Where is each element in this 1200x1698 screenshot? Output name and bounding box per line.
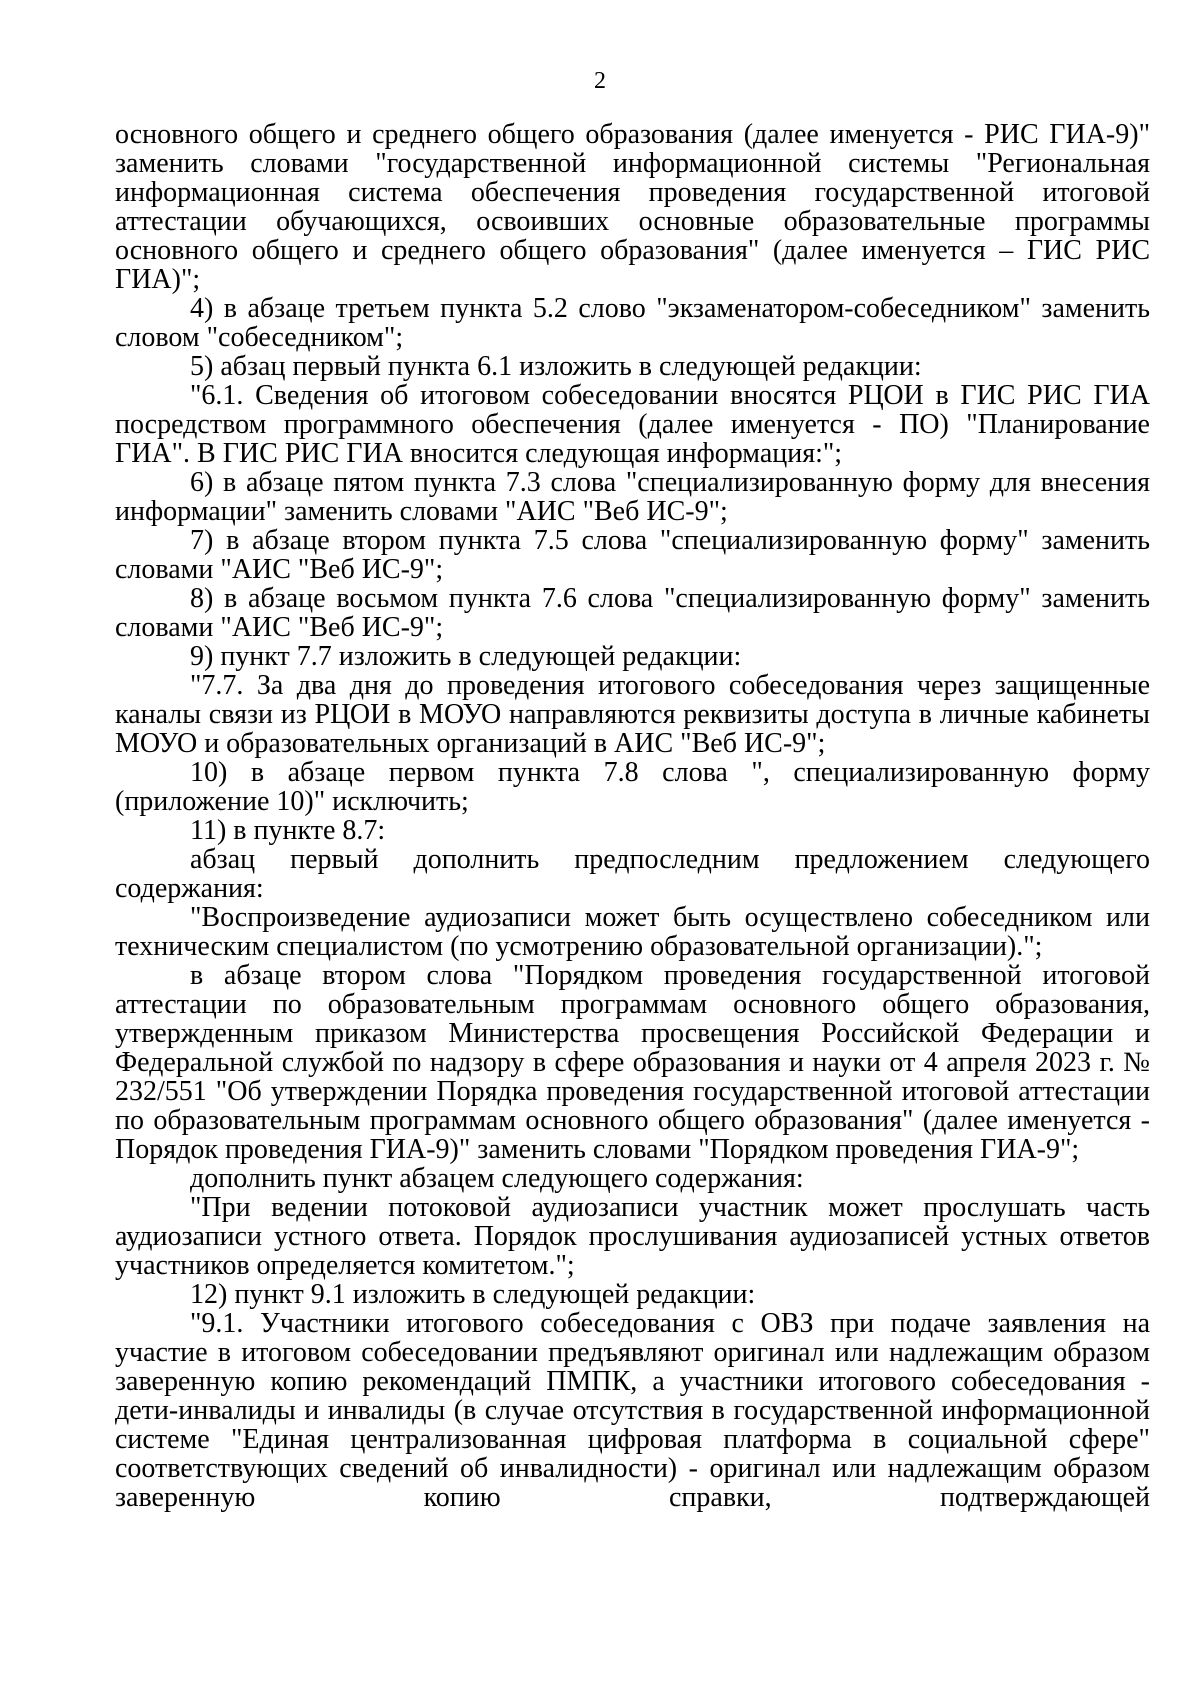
document-body	[115, 120, 1150, 1512]
page-number: 2	[594, 68, 606, 94]
paragraph-item-6: 6) в абзаце пятом пункта 7.3 слова "специализированную форму для внесения информации" заменить словами "АИС "Веб ИС-9";	[115, 467, 1150, 527]
paragraph-item-8: 8) в абзаце восьмом пункта 7.6 слова "специализированную форму" заменить словами "АИС "Веб ИС-9";	[115, 583, 1150, 643]
paragraph-item-11-add: дополнить пункт абзацем следующего содержания:	[190, 1163, 804, 1194]
paragraph-item-4: 4) в абзаце третьем пункта 5.2 слово "экзаменатором-собеседником" заменить словом "собеседником";	[115, 293, 1150, 353]
paragraph-quote-9-1: "9.1. Участники итогового собеседования с ОВЗ при подаче заявления на участие в итоговом собеседовании предъявляют оригинал или надлежащим образом заверенную копию рекомендаций ПМПК, а участники итогового собеседования - дети-инвалиды и инвалиды (в случае отсутствия в государственной информационной системе "Единая централизованная цифровая платформа в социальной сфере" соответствующих сведений об инвалидности) - оригинал или надлежащим образом заверенную копию справки, подтверждающей	[115, 1308, 1150, 1513]
paragraph-item-11-first: абзац первый дополнить предпоследним предложением следующего содержания:	[115, 844, 1150, 904]
paragraph-item-11: 11) в пункте 8.7:	[190, 815, 386, 846]
paragraph-item-12: 12) пункт 9.1 изложить в следующей редакции:	[190, 1279, 756, 1310]
paragraph-item-10: 10) в абзаце первом пункта 7.8 слова ", специализированную форму (приложение 10)" исключить;	[115, 757, 1150, 817]
paragraph-item-7: 7) в абзаце втором пункта 7.5 слова "специализированную форму" заменить словами "АИС "Веб ИС-9";	[115, 525, 1150, 585]
paragraph-continuation: основного общего и среднего общего образования (далее именуется - РИС ГИА-9)" заменить словами "государственной информационной системы "Региональная информационная система обеспечения проведения государственной итоговой аттестации обучающихся, освоивших основные образовательные программы основного общего и среднего общего образования" (далее именуется – ГИС РИС ГИА)";	[115, 119, 1150, 295]
paragraph-item-9: 9) пункт 7.7 изложить в следующей редакции:	[190, 641, 742, 672]
paragraph-quote-streaming: "При ведении потоковой аудиозаписи участник может прослушать часть аудиозаписи устного ответа. Порядок прослушивания аудиозаписей устных ответов участников определяется комитетом.";	[115, 1192, 1150, 1281]
paragraph-quote-7-7: "7.7. За два дня до проведения итогового собеседования через защищенные каналы связи из РЦОИ в МОУО направляются реквизиты доступа в личные кабинеты МОУО и образовательных организаций в АИС "Веб ИС-9";	[115, 670, 1150, 759]
paragraph-item-5: 5) абзац первый пункта 6.1 изложить в следующей редакции:	[190, 351, 922, 382]
paragraph-item-11-second: в абзаце втором слова "Порядком проведения государственной итоговой аттестации по образовательным программам основного общего образования, утвержденным приказом Министерства просвещения Российской Федерации и Федеральной службой по надзору в сфере образования и науки от 4 апреля 2023 г. № 232/551 "Об утверждении Порядка проведения государственной итоговой аттестации по образовательным программам основного общего образования" (далее именуется - Порядок проведения ГИА-9)" заменить словами "Порядком проведения ГИА-9";	[115, 960, 1150, 1165]
paragraph-quote-playback: "Воспроизведение аудиозаписи может быть осуществлено собеседником или техническим специалистом (по усмотрению образовательной организации).";	[115, 902, 1150, 962]
paragraph-quote-6-1: "6.1. Сведения об итоговом собеседовании вносятся РЦОИ в ГИС РИС ГИА посредством программного обеспечения (далее именуется - ПО) "Планирование ГИА". В ГИС РИС ГИА вносится следующая информация:";	[115, 380, 1150, 469]
